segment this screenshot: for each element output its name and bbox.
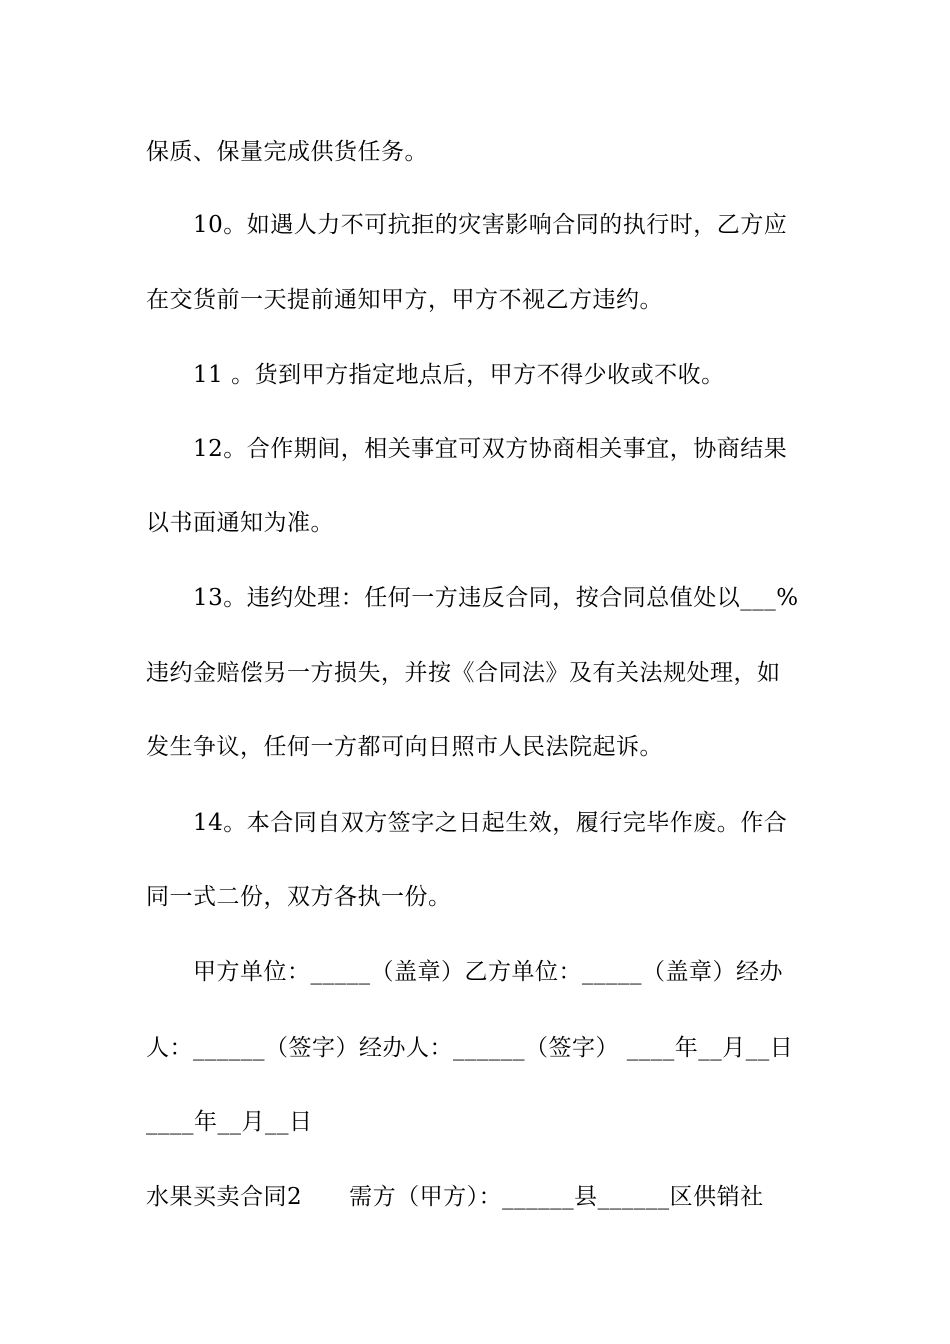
clause-13-line-2: 违约金赔偿另一方损失，并按《合同法》及有关法规处理，如 — [146, 660, 781, 686]
signature-line-2: 人：______（签字）经办人：______（签字） ____年__月__日 — [146, 1035, 794, 1061]
clause-13-line-3: 发生争议，任何一方都可向日照市人民法院起诉。 — [146, 734, 663, 760]
clause-11-line: 11 。货到甲方指定地点后，甲方不得少收或不收。 — [193, 362, 725, 388]
clause-12-line-1: 12。合作期间，相关事宜可双方协商相关事宜，协商结果 — [193, 436, 788, 462]
clause-12-line-2: 以书面通知为准。 — [146, 510, 334, 536]
text-line-1: 保质、保量完成供货任务。 — [146, 139, 428, 165]
clause-13-line-1: 13。违约处理：任何一方违反合同，按合同总值处以___% — [193, 585, 799, 611]
clause-10-line-2: 在交货前一天提前通知甲方，甲方不视乙方违约。 — [146, 287, 663, 313]
clause-14-line-2: 同一式二份，双方各执一份。 — [146, 884, 452, 910]
signature-date-line: ____年__月__日 — [146, 1109, 313, 1135]
contract-2-heading-line: 水果买卖合同2 需方（甲方）：______县______区供销社 — [146, 1184, 764, 1210]
clause-10-line-1: 10。如遇人力不可抗拒的灾害影响合同的执行时，乙方应 — [193, 212, 788, 238]
signature-line-1: 甲方单位：_____（盖章）乙方单位：_____（盖章）经办 — [193, 959, 783, 985]
clause-14-line-1: 14。本合同自双方签字之日起生效，履行完毕作废。作合 — [193, 810, 788, 836]
